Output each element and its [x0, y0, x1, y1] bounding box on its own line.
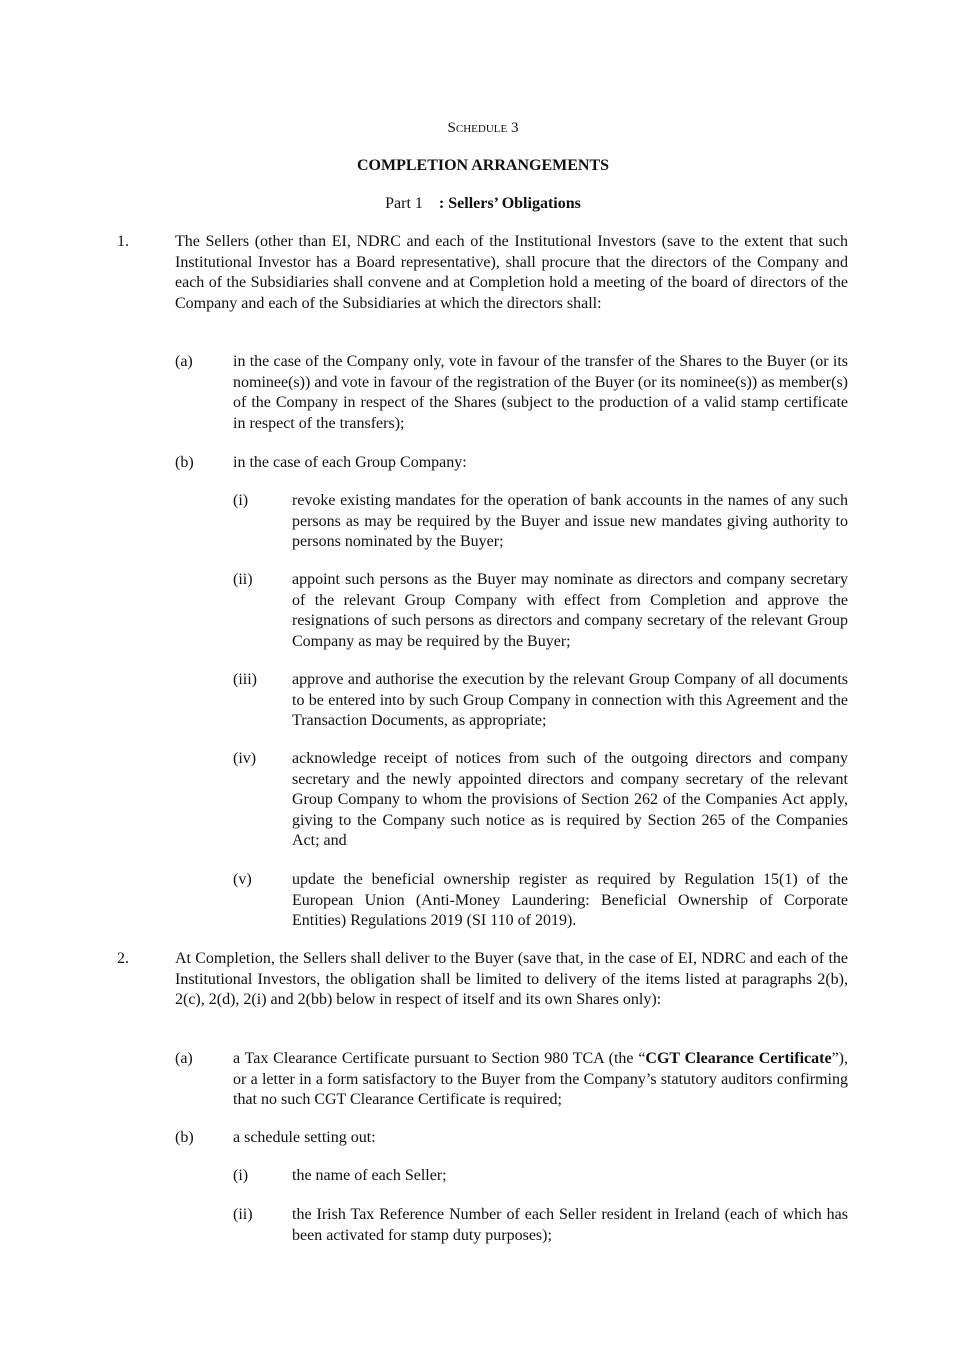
- clause-1b-i-number: (i): [233, 492, 249, 509]
- clause-1-text: The Sellers (other than EI, NDRC and each of the Institutional Investors (save to the extent that such Institutional Investor has a Board representative), shall procure that the directors of the Company and each of the Subsidiaries shall convene and at Completion hold a meeting of the board of directors of the Company and each of the Subsidiaries at which the directors shall:: [175, 233, 848, 312]
- clause-2b-text: a schedule setting out:: [233, 1129, 376, 1146]
- clause-1b-number: (b): [175, 454, 194, 471]
- part-label: Part 1: [385, 195, 423, 212]
- clause-2a-text: [233, 1049, 848, 1111]
- schedule-heading: [0, 118, 966, 139]
- part-title: : Sellers’ Obligations: [438, 195, 581, 212]
- clause-1b-text: in the case of each Group Company:: [233, 454, 467, 471]
- clause-1b-i-text: revoke existing mandates for the operation of bank accounts in the names of any such persons as may be required by the Buyer and issue new mandates giving authority to persons nominated by the Buyer;: [292, 492, 848, 550]
- clause-1-number: 1.: [117, 233, 129, 250]
- clause-1b-iv-text: acknowledge receipt of notices from such of the outgoing directors and company secretary and the newly appointed directors and company secretary of the relevant Group Company to whom the provisions of Section 262 of the Companies Act apply, giving to the Company such notice as is required by Section 265 of the Companies Act; and: [292, 750, 848, 849]
- clause-1a-number: (a): [175, 353, 193, 370]
- clause-1b-v-text: update the beneficial ownership register as required by Regulation 15(1) of the European Union (Anti-Money Laundering: Beneficial Ownership of Corporate Entities) Regulations 2019 (SI 110 of 2019).: [292, 871, 848, 929]
- clause-1b-iii-number: (iii): [233, 671, 257, 688]
- clause-2-number: 2.: [117, 950, 129, 967]
- clause-2b-ii-text: the Irish Tax Reference Number of each Seller resident in Ireland (each of which has been activated for stamp duty purposes);: [292, 1206, 848, 1244]
- clause-2b-ii-number: (ii): [233, 1206, 253, 1223]
- clause-2b-number: (b): [175, 1129, 194, 1146]
- clause-1b-ii-number: (ii): [233, 571, 253, 588]
- clause-2a-text-after: ”), or a letter in a form satisfactory to the Buyer from the Company’s statutory auditors confirming that no such CGT Clearance Certificate is required;: [233, 1050, 848, 1108]
- clause-1b-ii-text: appoint such persons as the Buyer may nominate as directors and company secretary of the relevant Group Company with effect from Completion and approve the resignations of such persons as directors and company secretary of the relevant Group Company as may be required by the Buyer;: [292, 571, 848, 650]
- clause-1b-iii-text: approve and authorise the execution by the relevant Group Company of all documents to be entered into by such Group Company in connection with this Agreement and the Transaction Documents, as appropriate;: [292, 671, 848, 729]
- clause-1b-iv-number: (iv): [233, 750, 257, 767]
- schedule-label: Schedule 3: [447, 120, 519, 136]
- page-title: COMPLETION ARRANGEMENTS: [356, 157, 610, 174]
- clause-1b-v-number: (v): [233, 871, 252, 888]
- part-heading: [0, 194, 966, 215]
- clause-2a-text-before: a Tax Clearance Certificate pursuant to Section 980 TCA (the “: [233, 1050, 646, 1067]
- clause-2b-i-text: the name of each Seller;: [292, 1167, 447, 1184]
- clause-2-text: At Completion, the Sellers shall deliver to the Buyer (save that, in the case of EI, NDRC and each of the Institutional Investors, the obligation shall be limited to delivery of the items listed at paragraphs 2(b), 2(c), 2(d), 2(i) and 2(bb) below in respect of itself and its own Shares only):: [175, 950, 848, 1008]
- clause-1a-text: in the case of the Company only, vote in favour of the transfer of the Shares to the Buyer (or its nominee(s)) and vote in favour of the registration of the Buyer (or its nominee(s)) as member(s) of the Company in respect of the Shares (subject to the production of a valid stamp certificate in respect of the transfers);: [233, 353, 848, 432]
- clause-2a-number: (a): [175, 1050, 193, 1067]
- defined-term-cgt-clearance-certificate: CGT Clearance Certificate: [645, 1050, 832, 1067]
- clause-2b-i-number: (i): [233, 1167, 249, 1184]
